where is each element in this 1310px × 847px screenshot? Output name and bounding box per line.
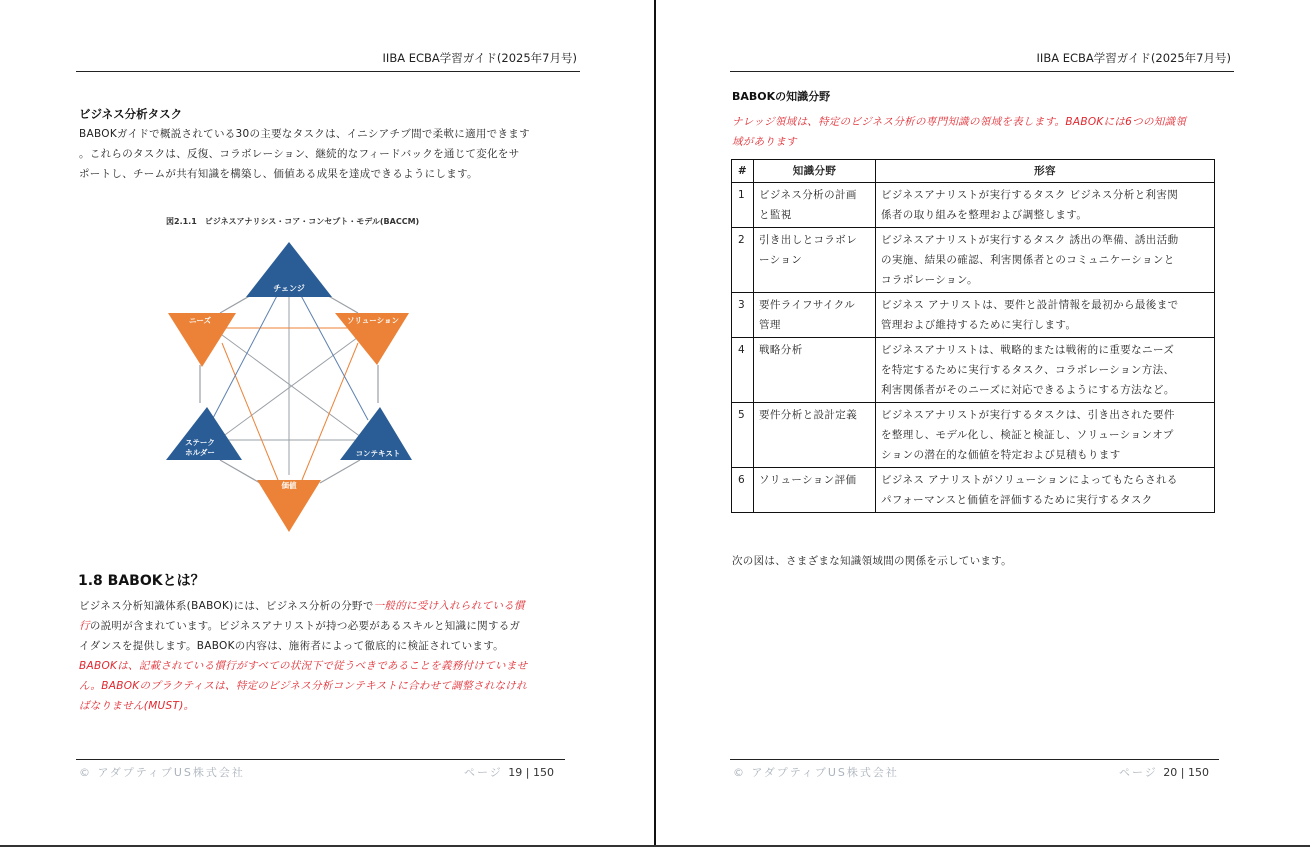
- table-row: [732, 338, 1215, 403]
- table-row: [732, 403, 1215, 468]
- footer-page-left: [464, 764, 554, 780]
- table-row: [732, 183, 1215, 228]
- page-label: ページ: [1119, 766, 1158, 779]
- row-desc: ビジネス アナリストがソリューションによってもたらされる パフォーマンスと価値を評価するために実行するタスク: [876, 468, 1215, 513]
- knowledge-areas-intro: [732, 112, 1232, 152]
- page-number: 20 | 150: [1163, 766, 1209, 779]
- babok-paragraph: [79, 596, 579, 716]
- section-heading-knowledge-areas: BABOKの知識分野: [732, 90, 831, 103]
- node-change-label: チェンジ: [273, 284, 305, 293]
- page-number: 19 | 150: [508, 766, 554, 779]
- intro-red-line: 域があります: [732, 136, 797, 148]
- footer-rule-right: [730, 759, 1219, 760]
- babok-red-line: BABOKは、記載されている慣行がすべての状況下で従うべきであることを義務付けていませ: [79, 660, 528, 672]
- connector-stakeholder-value: [220, 460, 260, 483]
- row-num: 6: [732, 468, 754, 513]
- diagram-inner-blue-lines: [212, 290, 368, 420]
- row-desc: ビジネスアナリストは、戦略的または戦術的に重要なニーズ を特定するために実行するタスク、コラボレーション方法、 利害関係者がそのニーズに対応できるようにする方法など。: [876, 338, 1215, 403]
- node-solution-label: ソリューション: [347, 316, 399, 325]
- babok-red-phrase-end: 行: [79, 620, 90, 632]
- page-header-left: IIBA ECBA学習ガイド(2025年7月号): [382, 51, 577, 65]
- table-row: [732, 228, 1215, 293]
- table-row: [732, 293, 1215, 338]
- knowledge-areas-table: [731, 159, 1215, 513]
- babok-text: ビジネス分析知識体系(BABOK)には、ビジネス分析の分野で: [79, 600, 374, 612]
- table-header-desc: 形容: [876, 160, 1215, 183]
- node-stakeholder-label-1: ステーク: [185, 438, 215, 447]
- table-row: [732, 468, 1215, 513]
- babok-line-3: イダンスを提供します。BABOKの内容は、施術者によって徹底的に検証されています。: [79, 640, 504, 652]
- row-desc: ビジネスアナリストが実行するタスク ビジネス分析と利害関 係者の取り組みを整理および調整します。: [876, 183, 1215, 228]
- row-num: 4: [732, 338, 754, 403]
- header-rule-right: [730, 71, 1234, 72]
- row-area: ソリューション評価: [754, 468, 876, 513]
- table-header-row: [732, 160, 1215, 183]
- footer-copyright-left: © アダプティブUS株式会社: [79, 766, 245, 779]
- node-need-label: ニーズ: [188, 316, 212, 325]
- intro-red-line: ナレッジ領域は、特定のビジネス分析の専門知識の領域を表します。BABOKには6つの知識領: [732, 116, 1187, 128]
- page-label: ページ: [464, 766, 503, 779]
- row-num: 1: [732, 183, 754, 228]
- babok-heading: 1.8 BABOKとは？: [78, 573, 205, 589]
- header-rule-left: [76, 71, 580, 72]
- node-value-label: 価値: [281, 481, 297, 490]
- row-num: 2: [732, 228, 754, 293]
- table-header-num: #: [732, 160, 754, 183]
- row-desc: ビジネスアナリストが実行するタスク 誘出の準備、誘出活動 の実施、結果の確認、利害関係者とのコミュニケーションと コラボレーション。: [876, 228, 1215, 293]
- intro-line: 。これらのタスクは、反復、コラボレーション、継続的なフィードバックを通じて変化をサ: [79, 148, 520, 160]
- footer-rule-left: [76, 759, 565, 760]
- row-area: 要件ライフサイクル 管理: [754, 293, 876, 338]
- figure-caption: 図2.1.1 ビジネスアナリシス・コア・コンセプト・モデル(BACCM): [166, 217, 420, 226]
- row-area: 要件分析と設計定義: [754, 403, 876, 468]
- diagram-inner-orange-lines: [222, 328, 358, 480]
- babok-line-1: [79, 596, 579, 616]
- intro-line: BABOKガイドで概説されている30の主要なタスクは、イニシアチブ間で柔軟に適用できます: [79, 128, 530, 140]
- connector-context-value: [320, 460, 360, 483]
- node-context-label: コンテキスト: [355, 449, 401, 458]
- node-stakeholder-label-2: ホルダー: [185, 448, 215, 457]
- intro-line: ポートし、チームが共有知識を構築し、価値ある成果を達成できるようにします。: [79, 168, 478, 180]
- row-num: 5: [732, 403, 754, 468]
- babok-red-phrase: 一般的に受け入れられている慣: [373, 600, 525, 612]
- table-header-area: 知識分野: [754, 160, 876, 183]
- row-desc: ビジネスアナリストが実行するタスクは、引き出された要件 を整理し、モデル化し、検証と検証し、ソリューションオプ ションの潜在的な価値を特定および見積もります: [876, 403, 1215, 468]
- section-heading-tasks: ビジネス分析タスク: [79, 107, 183, 121]
- babok-line-2: [79, 616, 579, 636]
- intro-paragraph: [79, 124, 579, 184]
- row-num: 3: [732, 293, 754, 338]
- babok-text: の説明が含まれています。ビジネスアナリストが持つ必要があるスキルと知識に関するガ: [89, 620, 521, 632]
- baccm-diagram: [160, 235, 420, 540]
- closing-text: 次の図は、さまざまな知識領域間の関係を示しています。: [732, 555, 1012, 567]
- row-desc: ビジネス アナリストは、要件と設計情報を最初から最後まで 管理および維持するために実行します。: [876, 293, 1215, 338]
- babok-red-line: ばなりません(MUST)。: [79, 700, 195, 712]
- row-area: 戦略分析: [754, 338, 876, 403]
- row-area: ビジネス分析の計画 と監視: [754, 183, 876, 228]
- babok-red-line: ん。BABOKのプラクティスは、特定のビジネス分析コンテキストに合わせて調整されなけれ: [79, 680, 527, 692]
- row-area: 引き出しとコラボレ ーション: [754, 228, 876, 293]
- line-change-context: [298, 290, 368, 420]
- page-header-right: IIBA ECBA学習ガイド(2025年7月号): [1036, 51, 1231, 65]
- footer-copyright-right: © アダプティブUS株式会社: [733, 766, 899, 779]
- footer-page-right: [1119, 764, 1209, 780]
